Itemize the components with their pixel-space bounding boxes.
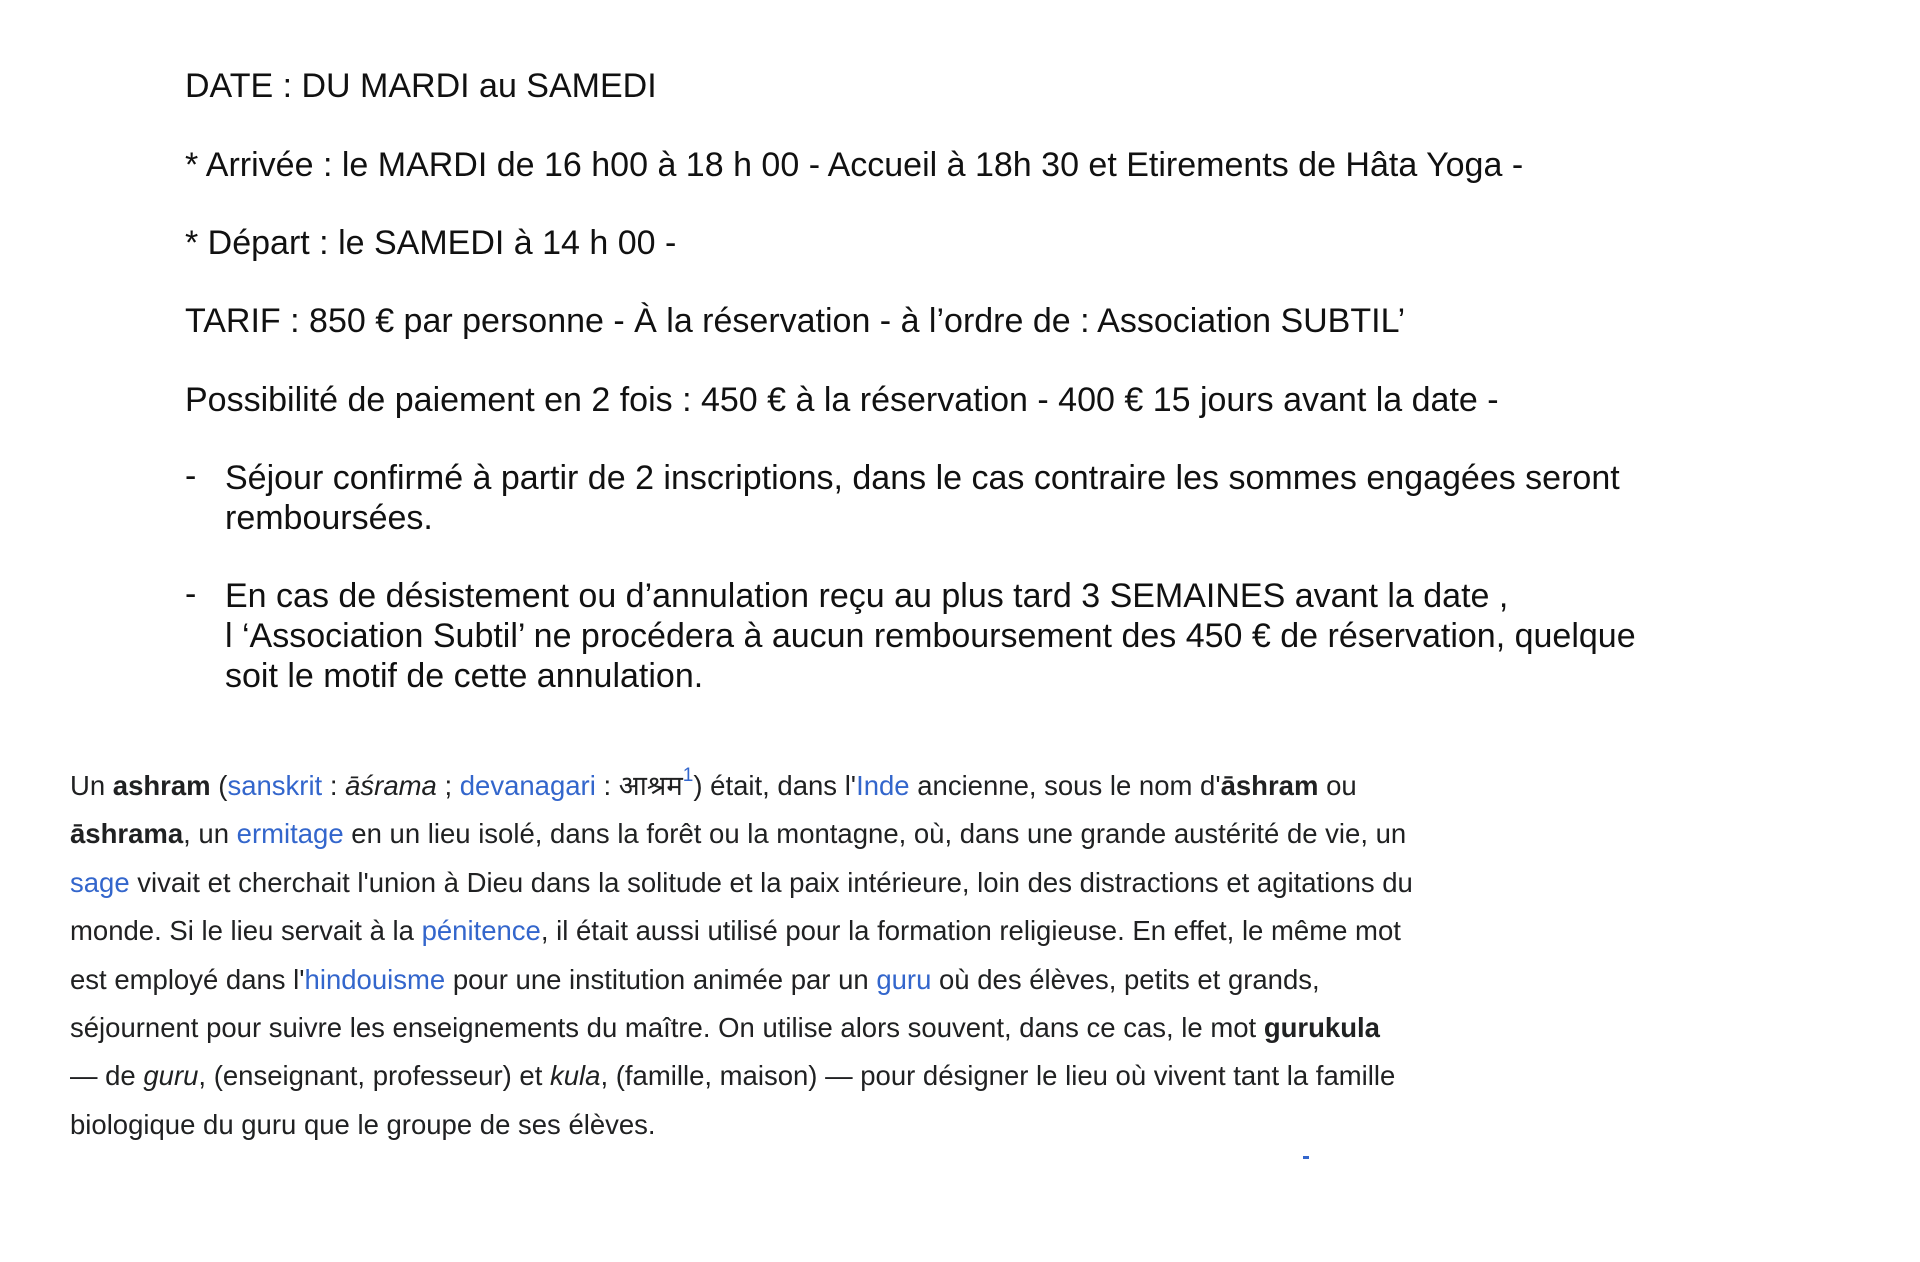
departure-line: * Départ : le SAMEDI à 14 h 00 - xyxy=(185,224,677,262)
arrival-line: * Arrivée : le MARDI de 16 h00 à 18 h 00 - Accueil à 18h 30 et Etirements de Hâta Yoga - xyxy=(185,146,1524,184)
text: ; xyxy=(436,770,460,801)
term-kula: kula xyxy=(550,1060,601,1092)
text: : आश्रम xyxy=(595,770,683,801)
text: — de xyxy=(70,1060,144,1092)
text: : xyxy=(322,770,346,801)
text: ancienne, sous le nom d' xyxy=(909,770,1221,801)
text: , un xyxy=(183,818,237,850)
wiki-line xyxy=(70,907,1610,955)
text: pour une institution animée par un xyxy=(445,963,877,995)
price-line: TARIF : 850 € par personne - À la réservation - à l’ordre de : Association SUBTIL’ xyxy=(185,302,1406,340)
text: ( xyxy=(210,770,228,801)
text: ) était, dans l' xyxy=(693,770,857,801)
text: séjournent pour suivre les enseignements du maître. On utilise alors souvent, dans ce cas, le mot xyxy=(70,1011,1264,1043)
date-line: DATE : DU MARDI au SAMEDI xyxy=(185,67,657,105)
text: , (famille, maison) — pour désigner le lieu où vivent tant la famille xyxy=(600,1060,1396,1092)
text: ou xyxy=(1318,770,1357,801)
term-gurukula: gurukula xyxy=(1263,1011,1380,1043)
term-guru: guru xyxy=(143,1060,199,1092)
ashram-definition xyxy=(70,762,1610,1149)
link-penitence[interactable]: pénitence xyxy=(421,915,541,947)
wiki-line xyxy=(70,810,1610,858)
text: où des élèves, petits et grands, xyxy=(931,963,1320,995)
wiki-line xyxy=(70,1004,1610,1052)
text: biologique du guru que le groupe de ses élèves. xyxy=(70,1108,656,1140)
footnote-ref[interactable]: 1 xyxy=(682,765,694,786)
text: est employé dans l' xyxy=(70,963,305,995)
link-sage[interactable]: sage xyxy=(70,866,130,898)
link-sanskrit[interactable]: sanskrit xyxy=(227,770,323,801)
transliteration: āśrama xyxy=(345,770,437,801)
wiki-line xyxy=(70,1052,1610,1100)
text: en un lieu isolé, dans la forêt ou la montagne, où, dans une grande austérité de vie, un xyxy=(343,818,1407,850)
text: vivait et cherchait l'union à Dieu dans la solitude et la paix intérieure, loin des distractions et agitations du xyxy=(129,866,1413,898)
text: monde. Si le lieu servait à la xyxy=(70,915,422,947)
text: , (enseignant, professeur) et xyxy=(198,1060,551,1092)
link-devanagari[interactable]: devanagari xyxy=(459,770,596,801)
text: Un xyxy=(70,770,113,801)
link-ermitage[interactable]: ermitage xyxy=(236,818,344,850)
term-ashram: ashram xyxy=(112,770,211,801)
wiki-line xyxy=(70,1101,1610,1149)
cancellation-text: En cas de désistement ou d’annulation reçu au plus tard 3 SEMAINES avant la date , l ‘Association Subtil’ ne procédera à aucun remboursement des 450 € de réservation, quelque soit le motif de cette annulation. xyxy=(225,577,1636,695)
bullet-dash: - xyxy=(185,457,197,495)
confirmation-text: Séjour confirmé à partir de 2 inscriptions, dans le cas contraire les sommes engagées seront remboursées. xyxy=(225,459,1620,537)
bullet-dash: - xyxy=(185,575,197,613)
wiki-line xyxy=(70,762,1610,810)
term-ashrama: āshrama xyxy=(70,818,184,850)
text: , il était aussi utilisé pour la formation religieuse. En effet, le même mot xyxy=(540,915,1401,947)
link-hindouisme[interactable]: hindouisme xyxy=(304,963,446,995)
cropped-mark xyxy=(1303,1156,1309,1159)
term-ashram-alt: āshram xyxy=(1220,770,1319,801)
link-inde[interactable]: Inde xyxy=(856,770,910,801)
wiki-line xyxy=(70,859,1610,907)
payment-line: Possibilité de paiement en 2 fois : 450 € à la réservation - 400 € 15 jours avant la date - xyxy=(185,381,1499,419)
wiki-line xyxy=(70,956,1610,1004)
link-guru[interactable]: guru xyxy=(876,963,932,995)
